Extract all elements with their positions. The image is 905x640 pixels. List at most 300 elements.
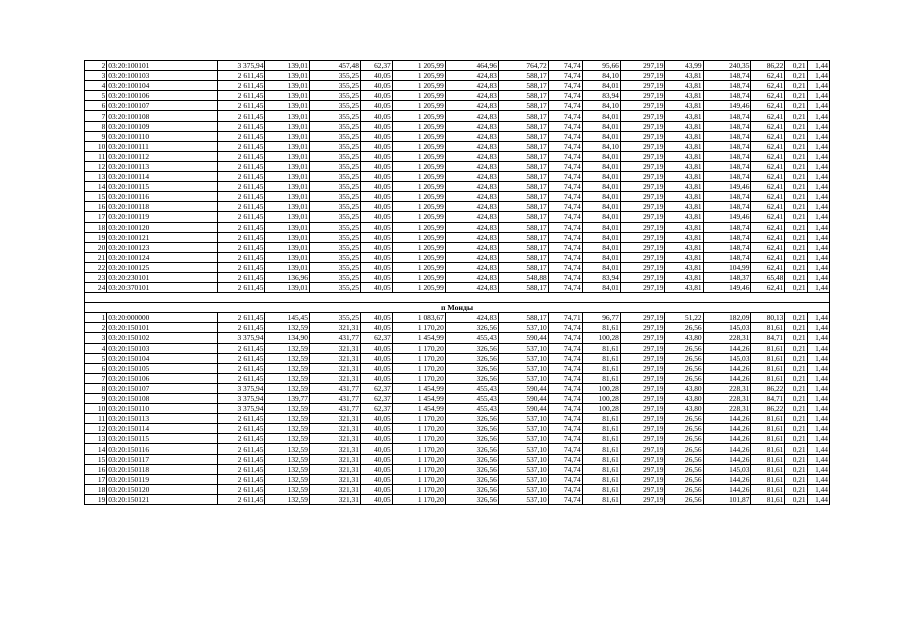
value-cell: 62,41 (751, 81, 785, 91)
value-cell: 139,01 (265, 232, 310, 242)
value-cell: 464,96 (445, 61, 498, 71)
value-cell: 431,77 (309, 394, 360, 404)
value-cell: 84,01 (582, 222, 620, 232)
value-cell: 40,05 (360, 91, 392, 101)
value-cell: 132,59 (265, 363, 310, 373)
value-cell: 81,61 (582, 494, 620, 504)
table-row (85, 252, 830, 262)
value-cell: 355,25 (309, 141, 360, 151)
value-cell: 424,83 (445, 141, 498, 151)
value-cell: 144,26 (703, 363, 751, 373)
value-cell: 588,17 (498, 182, 548, 192)
value-cell: 1 205,99 (392, 212, 445, 222)
value-cell: 81,61 (751, 444, 785, 454)
table-row (85, 101, 830, 111)
value-cell: 1,44 (807, 161, 829, 171)
value-cell: 0,21 (785, 192, 807, 202)
value-cell: 326,56 (445, 424, 498, 434)
value-cell: 0,21 (785, 353, 807, 363)
value-cell: 43,81 (665, 161, 703, 171)
value-cell: 2 611,45 (217, 464, 265, 474)
value-cell: 326,56 (445, 343, 498, 353)
table-row (85, 222, 830, 232)
value-cell: 1,44 (807, 353, 829, 363)
value-cell: 297,19 (620, 161, 665, 171)
value-cell: 1,44 (807, 333, 829, 343)
value-cell: 84,01 (582, 212, 620, 222)
table-row (85, 283, 830, 293)
cadastral-code-cell: 03:20:100121 (107, 232, 217, 242)
value-cell: 40,05 (360, 161, 392, 171)
value-cell: 1,44 (807, 323, 829, 333)
value-cell: 455,43 (445, 394, 498, 404)
value-cell: 26,56 (665, 434, 703, 444)
value-cell: 26,56 (665, 323, 703, 333)
value-cell: 0,21 (785, 161, 807, 171)
cadastral-code-cell: 03:20:100115 (107, 182, 217, 192)
value-cell: 84,71 (751, 394, 785, 404)
value-cell: 144,26 (703, 343, 751, 353)
value-cell: 40,05 (360, 464, 392, 474)
value-cell: 40,05 (360, 222, 392, 232)
value-cell: 1,44 (807, 474, 829, 484)
cadastral-code-cell: 03:20:150115 (107, 434, 217, 444)
value-cell: 1,44 (807, 373, 829, 383)
value-cell: 2 611,45 (217, 212, 265, 222)
value-cell: 297,19 (620, 484, 665, 494)
value-cell: 2 611,45 (217, 242, 265, 252)
value-cell: 62,37 (360, 333, 392, 343)
value-cell: 40,05 (360, 131, 392, 141)
row-number-cell: 17 (85, 212, 107, 222)
value-cell: 1 170,20 (392, 353, 445, 363)
value-cell: 65,48 (751, 272, 785, 282)
value-cell: 2 611,45 (217, 363, 265, 373)
value-cell: 74,74 (548, 414, 582, 424)
value-cell: 144,26 (703, 474, 751, 484)
value-cell: 297,19 (620, 262, 665, 272)
value-cell: 40,05 (360, 373, 392, 383)
value-cell: 326,56 (445, 494, 498, 504)
value-cell: 100,28 (582, 394, 620, 404)
value-cell: 297,19 (620, 192, 665, 202)
value-cell: 590,44 (498, 394, 548, 404)
value-cell: 321,31 (309, 343, 360, 353)
cadastral-code-cell: 03:20:100107 (107, 101, 217, 111)
value-cell: 74,74 (548, 202, 582, 212)
value-cell: 1,44 (807, 131, 829, 141)
value-cell: 81,61 (582, 474, 620, 484)
value-cell: 537,10 (498, 494, 548, 504)
value-cell: 1,44 (807, 283, 829, 293)
value-cell: 43,81 (665, 192, 703, 202)
value-cell: 74,74 (548, 242, 582, 252)
value-cell: 81,61 (751, 494, 785, 504)
value-cell: 1,44 (807, 394, 829, 404)
value-cell: 74,74 (548, 464, 582, 474)
value-cell: 81,61 (582, 373, 620, 383)
value-cell: 40,05 (360, 232, 392, 242)
table-row (85, 434, 830, 444)
value-cell: 355,25 (309, 313, 360, 323)
value-cell: 74,74 (548, 101, 582, 111)
value-cell: 62,41 (751, 283, 785, 293)
value-cell: 139,01 (265, 262, 310, 272)
value-cell: 1 454,99 (392, 383, 445, 393)
value-cell: 1,44 (807, 262, 829, 272)
cadastral-code-cell: 03:20:100108 (107, 111, 217, 121)
value-cell: 424,83 (445, 101, 498, 111)
value-cell: 2 611,45 (217, 434, 265, 444)
value-cell: 457,48 (309, 61, 360, 71)
value-cell: 0,21 (785, 424, 807, 434)
value-cell: 81,61 (582, 454, 620, 464)
value-cell: 148,74 (703, 161, 751, 171)
value-cell: 424,83 (445, 212, 498, 222)
value-cell: 74,74 (548, 424, 582, 434)
value-cell: 40,05 (360, 434, 392, 444)
value-cell: 321,31 (309, 414, 360, 424)
value-cell: 297,19 (620, 232, 665, 242)
value-cell: 431,77 (309, 404, 360, 414)
value-cell: 84,01 (582, 242, 620, 252)
cadastral-code-cell: 03:20:150118 (107, 464, 217, 474)
value-cell: 2 611,45 (217, 262, 265, 272)
value-cell: 1,44 (807, 484, 829, 494)
value-cell: 1 205,99 (392, 182, 445, 192)
value-cell: 74,74 (548, 71, 582, 81)
value-cell: 74,74 (548, 373, 582, 383)
value-cell: 355,25 (309, 81, 360, 91)
value-cell: 297,19 (620, 313, 665, 323)
value-cell: 297,19 (620, 272, 665, 282)
value-cell: 321,31 (309, 474, 360, 484)
value-cell: 2 611,45 (217, 474, 265, 484)
table-row (85, 161, 830, 171)
value-cell: 40,05 (360, 272, 392, 282)
value-cell: 355,25 (309, 161, 360, 171)
value-cell: 40,05 (360, 192, 392, 202)
table-row (85, 333, 830, 343)
value-cell: 0,21 (785, 383, 807, 393)
value-cell: 1,44 (807, 252, 829, 262)
value-cell: 321,31 (309, 494, 360, 504)
value-cell: 148,74 (703, 202, 751, 212)
value-cell: 355,25 (309, 111, 360, 121)
value-cell: 297,19 (620, 404, 665, 414)
value-cell: 43,81 (665, 272, 703, 282)
value-cell: 455,43 (445, 333, 498, 343)
value-cell: 74,71 (548, 313, 582, 323)
row-number-cell: 16 (85, 464, 107, 474)
value-cell: 424,83 (445, 71, 498, 81)
value-cell: 321,31 (309, 424, 360, 434)
value-cell: 0,21 (785, 343, 807, 353)
row-number-cell: 10 (85, 141, 107, 151)
value-cell: 100,28 (582, 404, 620, 414)
value-cell: 40,05 (360, 121, 392, 131)
cadastral-code-cell: 03:20:150103 (107, 343, 217, 353)
value-cell: 2 611,45 (217, 343, 265, 353)
value-cell: 2 611,45 (217, 252, 265, 262)
value-cell: 40,05 (360, 141, 392, 151)
value-cell: 62,37 (360, 61, 392, 71)
value-cell: 43,81 (665, 262, 703, 272)
value-cell: 2 611,45 (217, 484, 265, 494)
table-row (85, 373, 830, 383)
value-cell: 1,44 (807, 202, 829, 212)
value-cell: 1 205,99 (392, 111, 445, 121)
value-cell: 26,56 (665, 454, 703, 464)
value-cell: 588,17 (498, 283, 548, 293)
cadastral-code-cell: 03:20:150116 (107, 444, 217, 454)
value-cell: 139,01 (265, 161, 310, 171)
value-cell: 1 205,99 (392, 232, 445, 242)
value-cell: 326,56 (445, 434, 498, 444)
value-cell: 139,01 (265, 252, 310, 262)
value-cell: 297,19 (620, 464, 665, 474)
value-cell: 1,44 (807, 494, 829, 504)
cadastral-code-cell: 03:20:100124 (107, 252, 217, 262)
value-cell: 132,59 (265, 454, 310, 464)
value-cell: 132,59 (265, 353, 310, 363)
value-cell: 321,31 (309, 454, 360, 464)
value-cell: 43,80 (665, 404, 703, 414)
table-row (85, 494, 830, 504)
cadastral-code-cell: 03:20:100110 (107, 131, 217, 141)
value-cell: 74,74 (548, 353, 582, 363)
value-cell: 228,31 (703, 333, 751, 343)
value-cell: 2 611,45 (217, 414, 265, 424)
value-cell: 355,25 (309, 232, 360, 242)
value-cell: 74,74 (548, 121, 582, 131)
value-cell: 0,21 (785, 172, 807, 182)
table-row (85, 232, 830, 242)
value-cell: 40,05 (360, 283, 392, 293)
value-cell: 148,74 (703, 111, 751, 121)
value-cell: 3 375,94 (217, 394, 265, 404)
value-cell: 424,83 (445, 232, 498, 242)
row-number-cell: 12 (85, 424, 107, 434)
value-cell: 3 375,94 (217, 333, 265, 343)
value-cell: 297,19 (620, 474, 665, 484)
value-cell: 81,61 (751, 464, 785, 474)
value-cell: 321,31 (309, 444, 360, 454)
table-row (85, 323, 830, 333)
cadastral-code-cell: 03:20:150107 (107, 383, 217, 393)
value-cell: 40,05 (360, 212, 392, 222)
value-cell: 297,19 (620, 111, 665, 121)
value-cell: 26,56 (665, 363, 703, 373)
value-cell: 74,74 (548, 161, 582, 171)
value-cell: 0,21 (785, 202, 807, 212)
value-cell: 74,74 (548, 212, 582, 222)
value-cell: 43,80 (665, 383, 703, 393)
value-cell: 145,45 (265, 313, 310, 323)
value-cell: 74,74 (548, 61, 582, 71)
value-cell: 326,56 (445, 363, 498, 373)
value-cell: 84,10 (582, 71, 620, 81)
value-cell: 40,05 (360, 313, 392, 323)
table-row (85, 444, 830, 454)
value-cell: 96,77 (582, 313, 620, 323)
row-number-cell: 22 (85, 262, 107, 272)
value-cell: 0,21 (785, 121, 807, 131)
value-cell: 62,41 (751, 151, 785, 161)
value-cell: 139,01 (265, 202, 310, 212)
value-cell: 297,19 (620, 343, 665, 353)
value-cell: 26,56 (665, 494, 703, 504)
value-cell: 297,19 (620, 414, 665, 424)
value-cell: 43,81 (665, 182, 703, 192)
value-cell: 588,17 (498, 172, 548, 182)
row-number-cell: 2 (85, 61, 107, 71)
value-cell: 132,59 (265, 343, 310, 353)
value-cell: 0,21 (785, 394, 807, 404)
value-cell: 0,21 (785, 283, 807, 293)
table-row (85, 141, 830, 151)
value-cell: 40,05 (360, 151, 392, 161)
value-cell: 355,25 (309, 182, 360, 192)
value-cell: 148,74 (703, 232, 751, 242)
value-cell: 355,25 (309, 71, 360, 81)
row-number-cell: 7 (85, 111, 107, 121)
value-cell: 84,01 (582, 192, 620, 202)
value-cell: 43,81 (665, 121, 703, 131)
value-cell: 40,05 (360, 414, 392, 424)
value-cell: 297,19 (620, 71, 665, 81)
tariff-table-body (85, 61, 830, 505)
value-cell: 1 205,99 (392, 151, 445, 161)
row-number-cell: 14 (85, 444, 107, 454)
value-cell: 136,96 (265, 272, 310, 282)
value-cell: 326,56 (445, 414, 498, 424)
value-cell: 81,61 (582, 363, 620, 373)
value-cell: 74,74 (548, 363, 582, 373)
value-cell: 1,44 (807, 151, 829, 161)
value-cell: 62,41 (751, 212, 785, 222)
value-cell: 74,74 (548, 222, 582, 232)
value-cell: 62,37 (360, 383, 392, 393)
table-row (85, 484, 830, 494)
value-cell: 297,19 (620, 222, 665, 232)
value-cell: 148,74 (703, 81, 751, 91)
value-cell: 1 205,99 (392, 161, 445, 171)
value-cell: 0,21 (785, 71, 807, 81)
value-cell: 134,90 (265, 333, 310, 343)
value-cell: 43,81 (665, 71, 703, 81)
row-number-cell: 11 (85, 151, 107, 161)
value-cell: 321,31 (309, 323, 360, 333)
value-cell: 297,19 (620, 81, 665, 91)
value-cell: 0,21 (785, 151, 807, 161)
value-cell: 139,01 (265, 283, 310, 293)
value-cell: 1,44 (807, 61, 829, 71)
row-number-cell: 15 (85, 192, 107, 202)
value-cell: 355,25 (309, 252, 360, 262)
value-cell: 62,41 (751, 161, 785, 171)
value-cell: 62,41 (751, 101, 785, 111)
value-cell: 74,74 (548, 232, 582, 242)
value-cell: 74,74 (548, 182, 582, 192)
value-cell: 144,26 (703, 484, 751, 494)
value-cell: 149,46 (703, 212, 751, 222)
table-row (85, 404, 830, 414)
value-cell: 132,59 (265, 383, 310, 393)
value-cell: 1 205,99 (392, 222, 445, 232)
value-cell: 424,83 (445, 91, 498, 101)
value-cell: 81,61 (582, 464, 620, 474)
value-cell: 81,61 (751, 363, 785, 373)
value-cell: 139,01 (265, 222, 310, 232)
value-cell: 40,05 (360, 353, 392, 363)
value-cell: 1,44 (807, 192, 829, 202)
value-cell: 297,19 (620, 182, 665, 192)
row-number-cell: 13 (85, 434, 107, 444)
value-cell: 1 170,20 (392, 373, 445, 383)
value-cell: 588,17 (498, 161, 548, 171)
value-cell: 144,26 (703, 444, 751, 454)
table-row (85, 313, 830, 323)
value-cell: 1 170,20 (392, 454, 445, 464)
value-cell: 431,77 (309, 383, 360, 393)
value-cell: 0,21 (785, 373, 807, 383)
table-row (85, 192, 830, 202)
value-cell: 424,83 (445, 111, 498, 121)
value-cell: 40,05 (360, 71, 392, 81)
value-cell: 81,61 (751, 484, 785, 494)
value-cell: 1 170,20 (392, 363, 445, 373)
value-cell: 355,25 (309, 131, 360, 141)
value-cell: 81,61 (582, 323, 620, 333)
value-cell: 62,41 (751, 192, 785, 202)
value-cell: 424,83 (445, 161, 498, 171)
value-cell: 326,56 (445, 444, 498, 454)
value-cell: 1 170,20 (392, 464, 445, 474)
cadastral-code-cell: 03:20:150108 (107, 394, 217, 404)
value-cell: 26,56 (665, 484, 703, 494)
value-cell: 81,61 (582, 434, 620, 444)
value-cell: 424,83 (445, 131, 498, 141)
value-cell: 62,41 (751, 91, 785, 101)
value-cell: 424,83 (445, 202, 498, 212)
value-cell: 321,31 (309, 434, 360, 444)
row-number-cell: 16 (85, 202, 107, 212)
value-cell: 0,21 (785, 444, 807, 454)
value-cell: 40,05 (360, 494, 392, 504)
value-cell: 548,88 (498, 272, 548, 282)
value-cell: 297,19 (620, 434, 665, 444)
table-row (85, 464, 830, 474)
value-cell: 148,74 (703, 242, 751, 252)
value-cell: 148,74 (703, 131, 751, 141)
value-cell: 0,21 (785, 454, 807, 464)
value-cell: 537,10 (498, 363, 548, 373)
value-cell: 62,41 (751, 121, 785, 131)
value-cell: 355,25 (309, 222, 360, 232)
cadastral-code-cell: 03:20:100104 (107, 81, 217, 91)
value-cell: 537,10 (498, 434, 548, 444)
value-cell: 26,56 (665, 414, 703, 424)
value-cell: 0,21 (785, 323, 807, 333)
value-cell: 74,74 (548, 394, 582, 404)
value-cell: 297,19 (620, 202, 665, 212)
cadastral-code-cell: 03:20:150121 (107, 494, 217, 504)
value-cell: 139,01 (265, 212, 310, 222)
value-cell: 297,19 (620, 242, 665, 252)
value-cell: 62,41 (751, 222, 785, 232)
value-cell: 537,10 (498, 424, 548, 434)
